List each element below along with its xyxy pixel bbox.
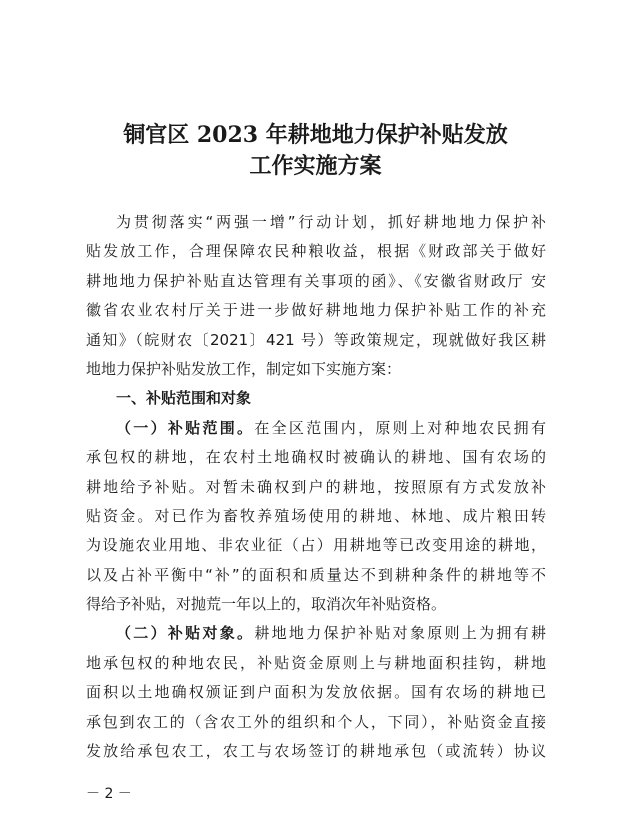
text-line: 通知》（皖财农〔2021〕421 号）等政策规定，现就做好我区耕 [86,330,546,349]
text-line: 发放给承包农工，农工与农场签订的耕地承包（或流转）协议 [86,742,546,761]
page-number: － 2 － [86,786,132,802]
text-line: 徽省农业农村厅关于进一步做好耕地地力保护补贴工作的补充 [86,301,546,320]
title-line-1: 铜官区 2023 年耕地地力保护补贴发放 [123,122,508,148]
text-line: 贴发放工作，合理保障农民种粮收益，根据《财政部关于做好 [86,242,546,261]
paragraph-intro [86,208,546,384]
paragraph-subsidy-scope [86,414,546,620]
text-line [86,619,546,648]
text-run: 在全区范围内，原则上对种地农民拥有 [254,418,546,437]
text-line: 为贯彻落实“两强一增”行动计划，抓好耕地地力保护补 [116,213,546,231]
text-line: 贴资金。对已作为畜牧养殖场使用的耕地、林地、成片粮田转 [86,506,546,525]
text-line: 面积以土地确权颁证到户面积为发放依据。国有农场的耕地已 [86,683,546,702]
subsection-label: （一）补贴范围。 [116,418,255,437]
text-line: 耕地给予补贴。对暂未确权到户的耕地，按照原有方式发放补 [86,477,546,496]
text-line [86,414,546,443]
text-line: 承包到农工的（含农工外的组织和个人，下同），补贴资金直接 [86,712,546,731]
text-line: 地地力保护补贴发放工作，制定如下实施方案： [86,359,402,378]
text-line: 为设施农业用地、非农业征（占）用耕地等已改变用途的耕地， [86,536,546,555]
document-body [86,208,546,766]
text-line: 地承包权的种地农民，补贴资金原则上与耕地面积挂钩，耕地 [86,653,546,672]
text-line: 承包权的耕地，在农村土地确权时被确认的耕地、国有农场的 [86,448,546,467]
title-line-2: 工作实施方案 [249,153,382,179]
text-line: 耕地地力保护补贴直达管理有关事项的函》、《安徽省财政厅 安 [86,271,546,290]
text-run: 耕地地力保护补贴对象原则上为拥有耕 [254,624,546,643]
document-title [0,120,631,182]
subsection-label: （二）补贴对象。 [116,624,255,643]
text-line: 以及占补平衡中“补”的面积和质量达不到耕种条件的耕地等不 [86,565,546,584]
section-heading: 一、补贴范围和对象 [116,389,252,408]
text-line: 得给予补贴，对抛荒一年以上的，取消次年补贴资格。 [86,595,447,614]
paragraph-subsidy-target [86,619,546,766]
